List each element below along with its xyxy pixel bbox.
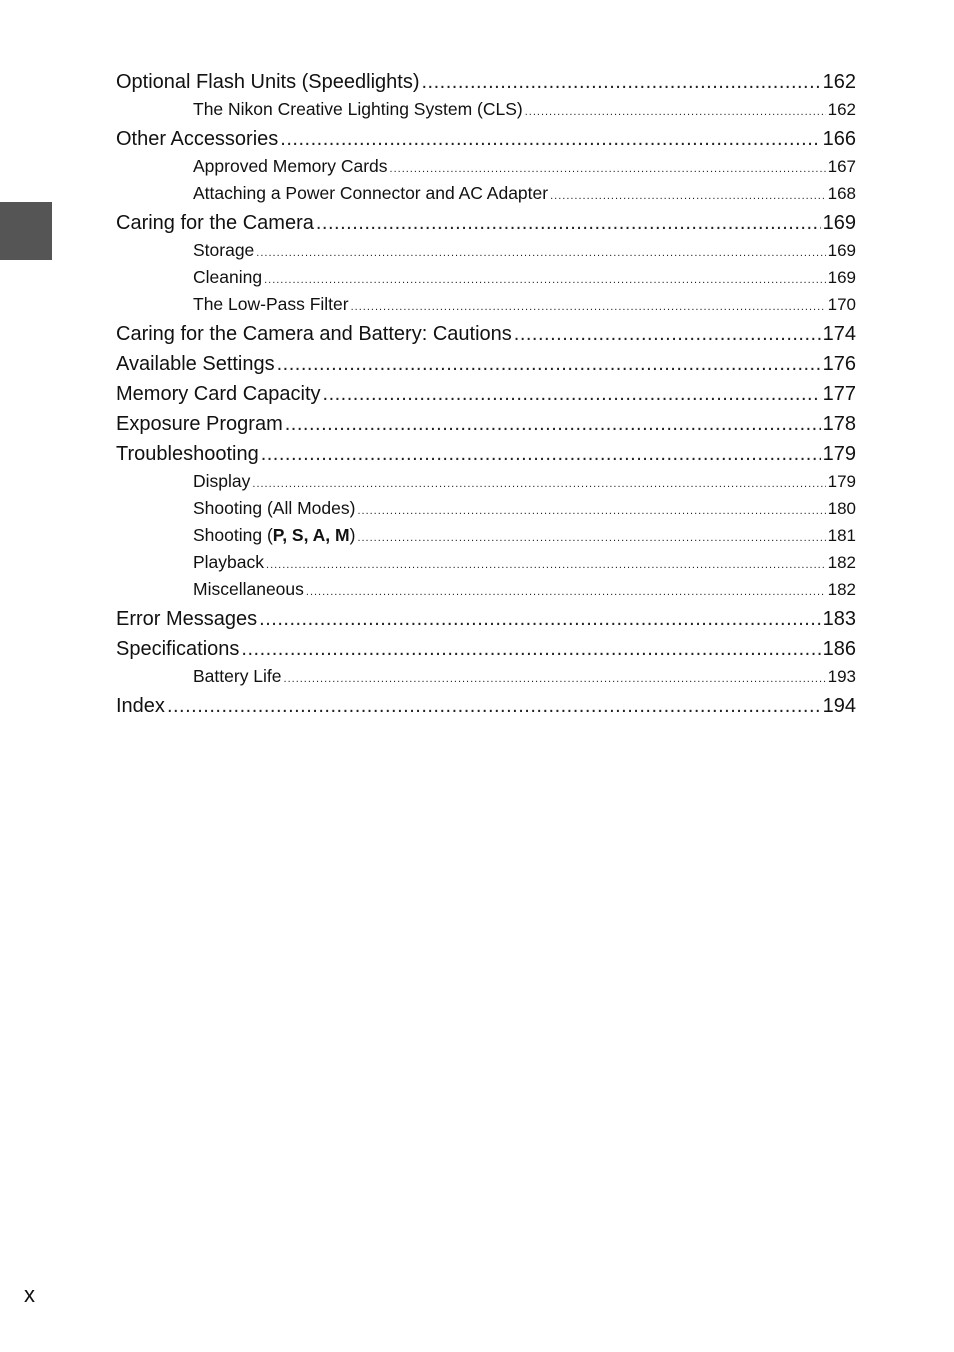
dot-leader (277, 350, 821, 378)
toc-subentry[interactable] (116, 180, 856, 207)
page-number: x (24, 1282, 35, 1307)
toc-entry-page: 176 (822, 353, 856, 375)
toc-entry[interactable] (116, 440, 856, 468)
toc-entry[interactable] (116, 635, 856, 663)
dot-leader (550, 183, 826, 210)
dot-leader (261, 440, 821, 468)
toc-entry-title: Miscellaneous (193, 579, 304, 599)
dot-leader (241, 635, 820, 663)
toc-entry-title: Available Settings (116, 353, 275, 375)
toc-entry-page: 166 (822, 128, 856, 150)
toc-entry-page: 169 (822, 212, 856, 234)
toc-entry[interactable] (116, 692, 856, 720)
dot-leader (266, 552, 826, 579)
toc-entry-page: 169 (827, 268, 856, 287)
toc-entry-title: Storage (193, 240, 255, 260)
toc-subentry[interactable] (116, 153, 856, 180)
dot-leader (256, 240, 825, 267)
chapter-side-tab (0, 202, 52, 260)
toc-entry-title: Index (116, 695, 165, 717)
toc-entry-page: 179 (822, 443, 856, 465)
toc-entry-page: 169 (827, 241, 856, 260)
dot-leader (259, 605, 820, 633)
dot-leader (316, 209, 821, 237)
dot-leader (421, 68, 820, 96)
toc-entry-page: 193 (827, 667, 856, 686)
toc-subentry[interactable] (116, 264, 856, 291)
toc-entry-title: Battery Life (193, 666, 282, 686)
toc-entry[interactable] (116, 605, 856, 633)
toc-entry-title: Attaching a Power Connector and AC Adapter (193, 183, 549, 203)
toc-entry-page: 180 (827, 499, 856, 518)
toc-subentry[interactable] (116, 576, 856, 603)
toc-entry-page: 162 (827, 100, 856, 119)
dot-leader (285, 410, 821, 438)
dot-leader (306, 579, 826, 606)
dot-leader (167, 692, 821, 720)
toc-subentry[interactable] (116, 549, 856, 576)
table-of-contents (116, 68, 856, 720)
dot-leader (284, 666, 826, 693)
toc-entry-title: Specifications (116, 638, 240, 660)
dot-leader (280, 125, 820, 153)
toc-entry-title: Error Messages (116, 608, 258, 630)
toc-entry[interactable] (116, 125, 856, 153)
dot-leader (264, 267, 826, 294)
toc-entry-page: 177 (822, 383, 856, 405)
toc-entry-page: 168 (827, 184, 856, 203)
toc-entry-title: Playback (193, 552, 265, 572)
toc-entry-title: Display (193, 471, 251, 491)
exposure-modes-bold: P, S, A, M (272, 525, 350, 545)
toc-entry-title: Other Accessories (116, 128, 279, 150)
dot-leader (252, 471, 825, 498)
toc-entry-title: Caring for the Camera and Battery: Cautions (116, 323, 512, 345)
toc-subentry[interactable] (116, 291, 856, 318)
toc-entry-page: 167 (827, 157, 856, 176)
toc-entry-title: Memory Card Capacity (116, 383, 321, 405)
toc-entry[interactable] (116, 410, 856, 438)
dot-leader (357, 498, 825, 525)
toc-entry-title: The Nikon Creative Lighting System (CLS) (193, 99, 523, 119)
toc-entry-page: 162 (822, 71, 856, 93)
toc-entry-title: Approved Memory Cards (193, 156, 388, 176)
toc-entry-page: 174 (822, 323, 856, 345)
toc-subentry[interactable] (116, 663, 856, 690)
toc-entry-title: The Low-Pass Filter (193, 294, 349, 314)
toc-entry[interactable] (116, 380, 856, 408)
toc-entry-page: 182 (827, 580, 856, 599)
dot-leader (357, 525, 825, 552)
toc-entry-page: 179 (827, 472, 856, 491)
toc-entry[interactable] (116, 350, 856, 378)
toc-entry[interactable] (116, 68, 856, 96)
dot-leader (514, 320, 821, 348)
toc-entry-title: Shooting (All Modes) (193, 498, 356, 518)
toc-entry-page: 194 (822, 695, 856, 717)
dot-leader (323, 380, 821, 408)
title-prefix: Shooting ( (193, 525, 273, 545)
toc-entry-title: Cleaning (193, 267, 263, 287)
toc-entry-title: Exposure Program (116, 413, 283, 435)
toc-subentry[interactable] (116, 237, 856, 264)
dot-leader (390, 156, 826, 183)
toc-subentry[interactable] (116, 468, 856, 495)
toc-entry-page: 178 (822, 413, 856, 435)
toc-entry[interactable] (116, 320, 856, 348)
toc-subentry[interactable] (116, 96, 856, 123)
toc-entry-page: 183 (822, 608, 856, 630)
toc-entry-title: Optional Flash Units (Speedlights) (116, 71, 420, 93)
dot-leader (525, 99, 826, 126)
toc-entry-title: Troubleshooting (116, 443, 259, 465)
toc-entry-page: 182 (827, 553, 856, 572)
toc-entry-title: Caring for the Camera (116, 212, 314, 234)
toc-entry-title (193, 522, 355, 549)
toc-subentry[interactable] (116, 495, 856, 522)
dot-leader (351, 294, 826, 321)
toc-entry-page: 170 (827, 295, 856, 314)
toc-entry-page: 181 (827, 526, 856, 545)
toc-entry-page: 186 (822, 638, 856, 660)
toc-entry[interactable] (116, 209, 856, 237)
title-suffix: ) (349, 525, 356, 545)
toc-subentry[interactable] (116, 522, 856, 549)
